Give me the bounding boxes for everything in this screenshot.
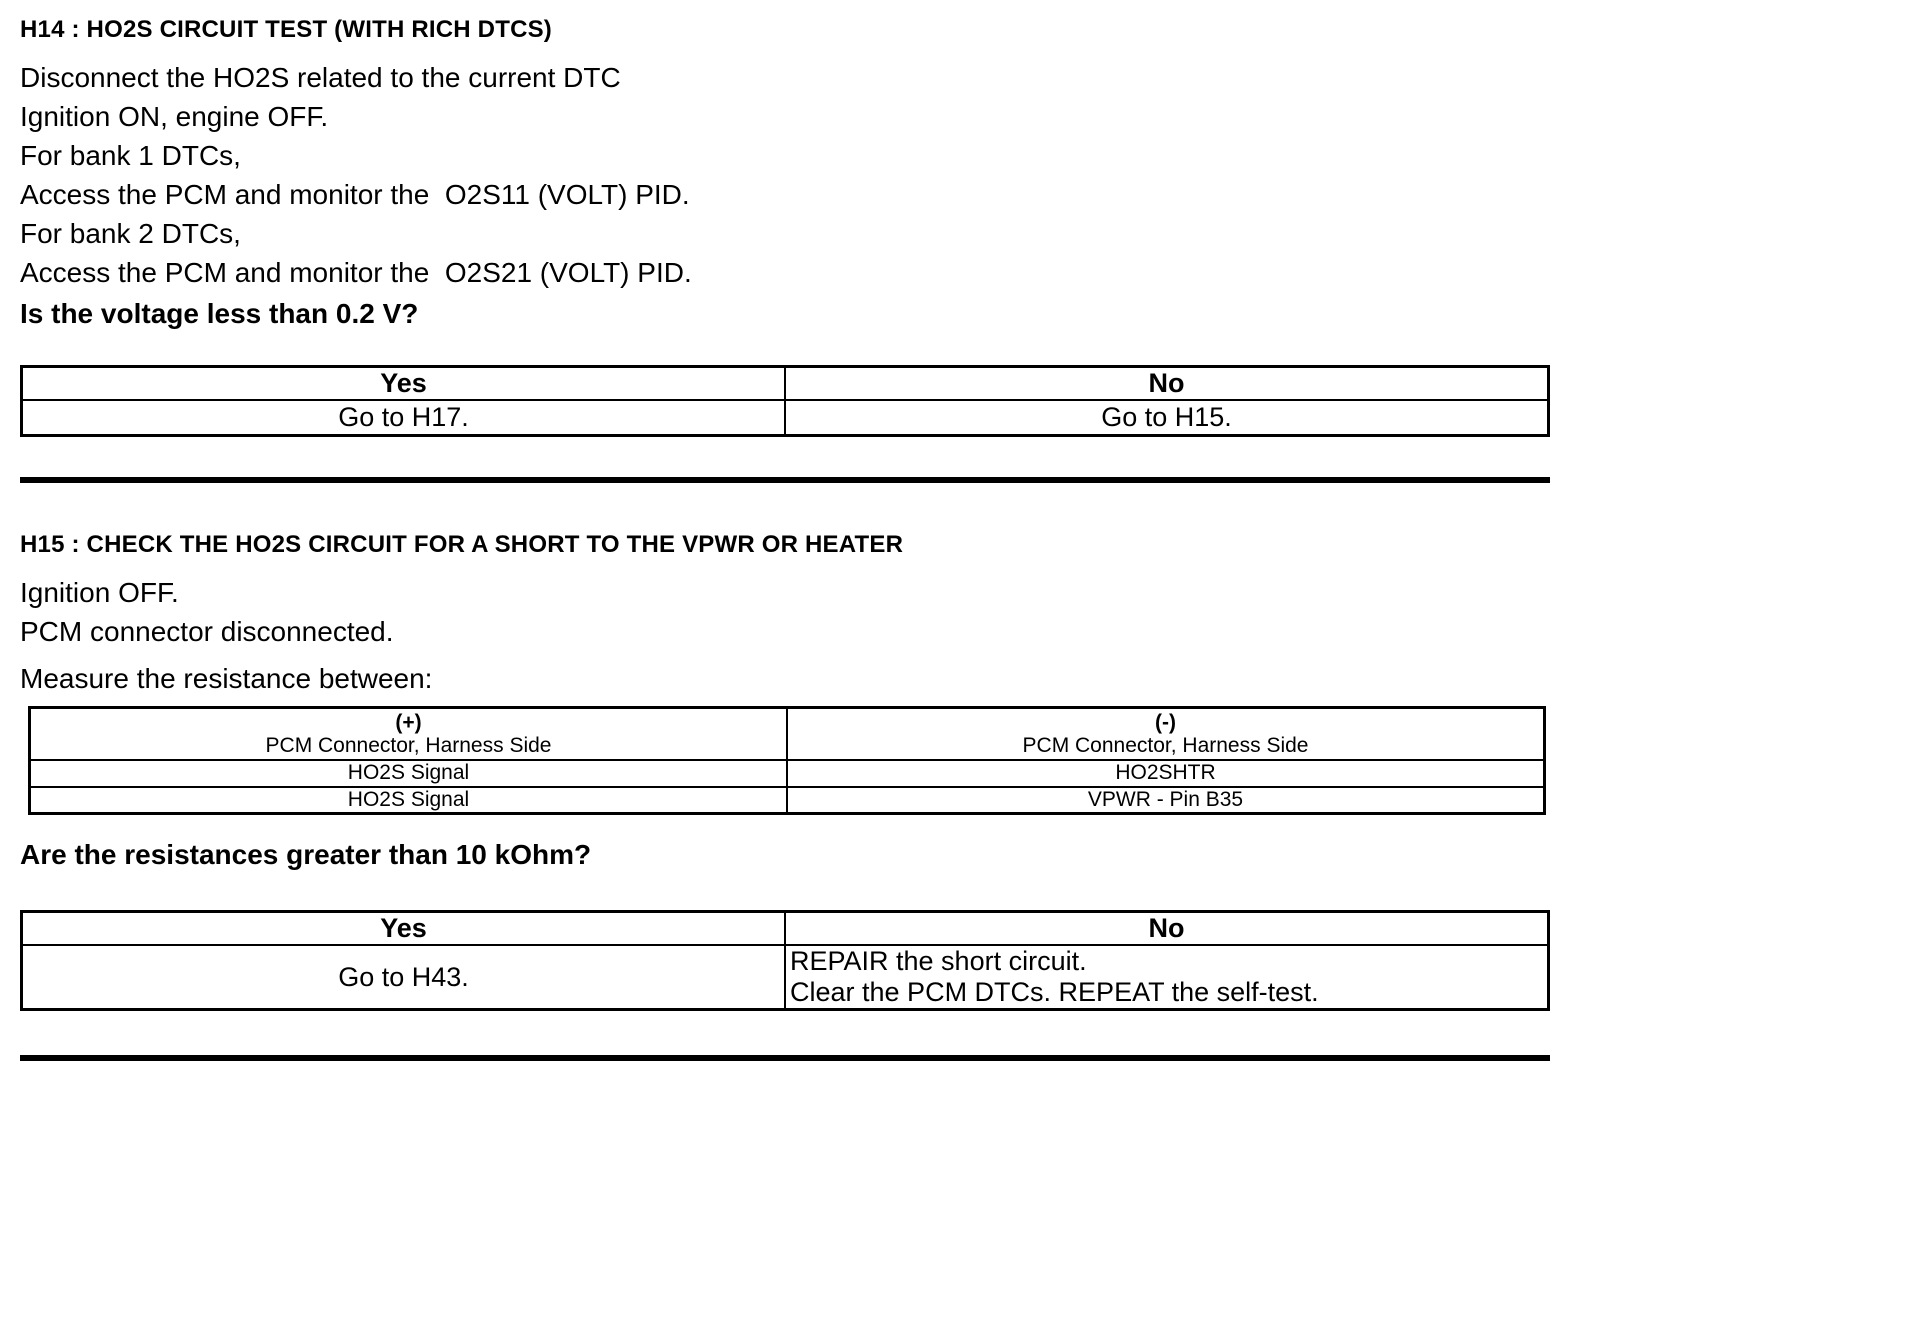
h15-decision-action-row: [22, 945, 1549, 1010]
h15-yes-header-cell: Yes: [22, 912, 786, 946]
h14-decision-table: [20, 365, 1550, 437]
h15-no-action-line-clear: Clear the PCM DTCs. REPEAT the self-test.: [790, 977, 1319, 1007]
h15-body: [20, 573, 1560, 651]
h14-question: Is the voltage less than 0.2 V?: [20, 298, 419, 329]
h15-no-action-cell: [785, 945, 1549, 1010]
h14-yes-action-cell: Go to H17.: [22, 400, 786, 435]
h15-line-ignition: Ignition OFF.: [20, 576, 179, 608]
h15-decision-table: [20, 910, 1550, 1011]
h14-decision-header-row: [22, 367, 1549, 401]
h15-section-title: H15 : CHECK THE HO2S CIRCUIT FOR A SHORT TO THE VPWR OR HEATER: [20, 530, 904, 558]
minus-col-label: PCM Connector, Harness Side: [1022, 733, 1309, 757]
h15-yes-action-cell: Go to H43.: [22, 945, 786, 1010]
h14-line-disconnect: Disconnect the HO2S related to the current DTC: [20, 62, 621, 93]
h14-line-monitor-o2s21: Access the PCM and monitor the O2S21 (VOLT) PID.: [20, 257, 692, 288]
h15-no-action-line-repair: REPAIR the short circuit.: [790, 946, 1087, 976]
minus-sign-label: (-): [1155, 710, 1176, 734]
h14-no-header-cell: No: [785, 367, 1549, 401]
h14-no-action-cell: Go to H15.: [785, 400, 1549, 435]
h14-body: [20, 58, 1560, 292]
measurement-header-row: [30, 707, 1545, 760]
measurement-row: [30, 760, 1545, 787]
measurement-col-plus-header: [30, 707, 788, 760]
plus-col-label: PCM Connector, Harness Side: [265, 733, 552, 757]
h14-line-bank2: For bank 2 DTCs,: [20, 218, 241, 249]
h14-line-bank1: For bank 1 DTCs,: [20, 140, 241, 171]
section-divider-rule: [20, 477, 1550, 483]
measurement-minus-cell: VPWR - Pin B35: [787, 787, 1545, 814]
bottom-divider-rule: [20, 1055, 1550, 1061]
h14-line-monitor-o2s11: Access the PCM and monitor the O2S11 (VOLT) PID.: [20, 179, 690, 210]
h15-decision-header-row: [22, 912, 1549, 946]
h15-measure-label: Measure the resistance between:: [20, 662, 433, 694]
measurement-plus-cell: HO2S Signal: [30, 760, 788, 787]
h14-section-title: H14 : HO2S CIRCUIT TEST (WITH RICH DTCS): [20, 16, 553, 43]
measurement-minus-cell: HO2SHTR: [787, 760, 1545, 787]
h15-measurement-table: [28, 706, 1546, 816]
measurement-col-minus-header: [787, 707, 1545, 760]
h14-line-ignition: Ignition ON, engine OFF.: [20, 101, 329, 132]
h15-line-pcm-disconnected: PCM connector disconnected.: [20, 615, 394, 647]
h14-decision-action-row: [22, 400, 1549, 435]
measurement-plus-cell: HO2S Signal: [30, 787, 788, 814]
measurement-row: [30, 787, 1545, 814]
h15-question: Are the resistances greater than 10 kOhm?: [20, 839, 592, 870]
plus-sign-label: (+): [395, 710, 422, 734]
h15-no-header-cell: No: [785, 912, 1549, 946]
h14-yes-header-cell: Yes: [22, 367, 786, 401]
